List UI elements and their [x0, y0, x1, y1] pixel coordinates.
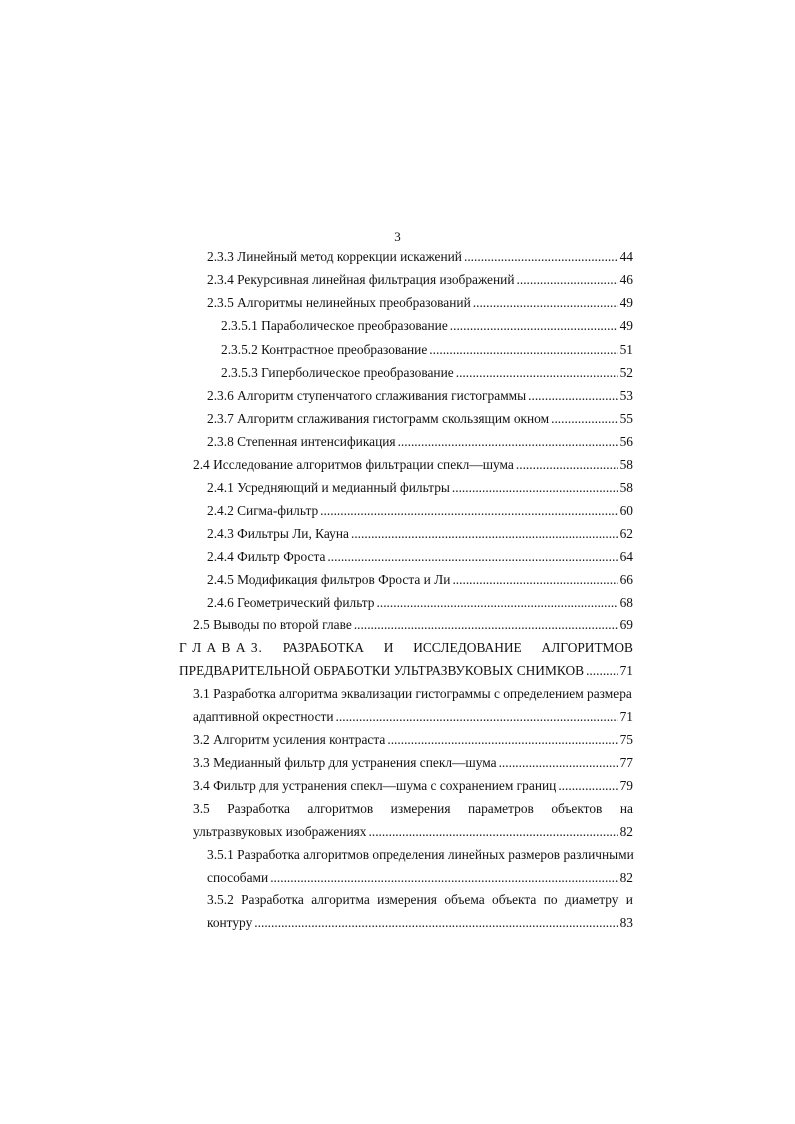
toc-entry-label: 2.5 Выводы по второй главе — [193, 617, 352, 632]
toc-entry-page: 51 — [619, 342, 633, 357]
toc-entry-page: 58 — [619, 457, 633, 472]
chapter3-heading-line2[interactable] — [179, 661, 633, 681]
toc-entry[interactable] — [193, 822, 633, 842]
toc-entry[interactable] — [207, 386, 633, 406]
section352-word: объема — [444, 892, 485, 907]
toc-entry-label: 2.4.1 Усредняющий и медианный фильтры — [207, 480, 450, 495]
toc-entry-page: 82 — [619, 824, 633, 839]
toc-entry[interactable] — [221, 363, 633, 383]
toc-entry-label: 3.2 Алгоритм усиления контраста — [193, 732, 386, 747]
chapter3-word: ИССЛЕДОВАНИЕ — [413, 640, 522, 655]
toc-entry-label: 2.3.8 Степенная интенсификация — [207, 434, 396, 449]
toc-entry[interactable] — [207, 524, 633, 544]
toc-entry-page: 71 — [619, 709, 633, 724]
toc-entry-page: 55 — [619, 411, 633, 426]
section35-word: на — [619, 801, 633, 816]
toc-entry[interactable] — [193, 730, 633, 750]
toc-entry[interactable] — [193, 707, 633, 727]
toc-entry-label: адаптивной окрестности — [193, 709, 334, 724]
toc-entry-page: 62 — [619, 526, 633, 541]
toc-entry[interactable] — [221, 340, 633, 360]
section35-word: Разработка — [227, 801, 290, 816]
toc-entry-label: 3.4 Фильтр для устранения спекл—шума с сохранением границ — [193, 778, 557, 793]
chapter3-word: Г Л А В А 3. — [179, 640, 263, 655]
toc-entry-label: 2.4.2 Сигма-фильтр — [207, 503, 319, 518]
toc-entry-label: ультразвуковых изображениях — [193, 824, 367, 839]
toc-entry[interactable] — [207, 570, 633, 590]
toc-entry-page: 83 — [619, 915, 633, 930]
toc-entry[interactable] — [193, 776, 633, 796]
toc-entry[interactable] — [193, 455, 633, 475]
toc-entry-label: 2.3.5.3 Гиперболическое преобразование — [221, 365, 454, 380]
toc-entry[interactable] — [193, 753, 633, 773]
chapter3-word: РАЗРАБОТКА — [282, 640, 364, 655]
toc-entry[interactable] — [207, 478, 633, 498]
toc-entry-label: 2.3.5.1 Параболическое преобразование — [221, 318, 448, 333]
section35-word: объектов — [551, 801, 603, 816]
toc-entry-label: 2.3.6 Алгоритм ступенчатого сглаживания гистограммы — [207, 388, 527, 403]
section35-line1[interactable] — [193, 799, 633, 819]
toc-entry-page: 66 — [619, 572, 633, 587]
toc-entry-label: ПРЕДВАРИТЕЛЬНОЙ ОБРАБОТКИ УЛЬТРАЗВУКОВЫХ СНИМКОВ — [179, 663, 585, 678]
toc-entry-label: 2.4.3 Фильтры Ли, Кауна — [207, 526, 349, 541]
chapter3-word: И — [383, 640, 394, 655]
toc-entry-label: контуру — [207, 915, 253, 930]
toc-entry-page: 82 — [619, 870, 633, 885]
toc-entry-page: 53 — [619, 388, 633, 403]
toc-entry-label: 2.3.4 Рекурсивная линейная фильтрация изображений — [207, 272, 515, 287]
toc-entry-label: 2.4.4 Фильтр Фроста — [207, 549, 326, 564]
toc-entry-label: 2.3.3 Линейный метод коррекции искажений — [207, 249, 462, 264]
toc-entry-page: 64 — [619, 549, 633, 564]
section352-word: объекта — [492, 892, 537, 907]
toc-entry-page: 68 — [619, 595, 633, 610]
toc-entry-page: 44 — [619, 249, 633, 264]
section352-word: Разработка — [241, 892, 304, 907]
toc-entry-page: 49 — [619, 318, 633, 333]
section352-word: диаметру — [564, 892, 619, 907]
section31-line1[interactable]: 3.1 Разработка алгоритма эквализации гистограммы с определением размера — [193, 686, 632, 701]
toc-entry[interactable] — [207, 293, 633, 313]
section35-word: алгоритмов — [307, 801, 374, 816]
toc-entry-page: 52 — [619, 365, 633, 380]
toc-entry[interactable] — [207, 501, 633, 521]
toc-entry[interactable] — [207, 247, 633, 267]
toc-entry[interactable] — [221, 316, 633, 336]
chapter3-heading-line1[interactable] — [179, 638, 633, 658]
toc-entry[interactable] — [193, 615, 633, 635]
section35-word: 3.5 — [193, 801, 210, 816]
toc-entry[interactable] — [207, 409, 633, 429]
toc-entry-page: 58 — [619, 480, 633, 495]
section352-word: и — [625, 892, 633, 907]
section352-word: алгоритма — [311, 892, 370, 907]
section352-word: по — [543, 892, 558, 907]
toc-entry[interactable] — [207, 593, 633, 613]
toc-entry-label: 2.4.5 Модификация фильтров Фроста и Ли — [207, 572, 451, 587]
page-number: 3 — [394, 229, 401, 244]
chapter3-word: АЛГОРИТМОВ — [541, 640, 633, 655]
toc-entry-page: 49 — [619, 295, 633, 310]
section352-word: 3.5.2 — [207, 892, 234, 907]
toc-entry-page: 69 — [619, 617, 633, 632]
toc-entry-label: 2.4 Исследование алгоритмов фильтрации спекл—шума — [193, 457, 514, 472]
toc-entry[interactable] — [207, 547, 633, 567]
section35-word: параметров — [467, 801, 534, 816]
toc-entry[interactable] — [207, 270, 633, 290]
section351-line1[interactable]: 3.5.1 Разработка алгоритмов определения линейных размеров различными — [207, 847, 634, 862]
toc-entry[interactable] — [207, 432, 633, 452]
toc-entry-page: 56 — [619, 434, 633, 449]
toc-entry-page: 79 — [619, 778, 633, 793]
section352-line1[interactable] — [207, 890, 633, 910]
toc-entry-label: 2.4.6 Геометрический фильтр — [207, 595, 375, 610]
toc-entry-label: 3.3 Медианный фильтр для устранения спекл—шума — [193, 755, 497, 770]
toc-entry-label: 2.3.5 Алгоритмы нелинейных преобразований — [207, 295, 471, 310]
toc-entry-page: 71 — [619, 663, 633, 678]
toc-entry-page: 60 — [619, 503, 633, 518]
toc-entry-page: 75 — [619, 732, 633, 747]
toc-entry-label: способами — [207, 870, 269, 885]
toc-entry-label: 2.3.7 Алгоритм сглаживания гистограмм скользящим окном — [207, 411, 550, 426]
toc-entry-label: 2.3.5.2 Контрастное преобразование — [221, 342, 428, 357]
toc-entry-page: 46 — [619, 272, 633, 287]
toc-entry[interactable] — [207, 913, 633, 933]
toc-entry-page: 77 — [619, 755, 633, 770]
section35-word: измерения — [390, 801, 451, 816]
toc-entry[interactable] — [207, 868, 633, 888]
section352-word: измерения — [377, 892, 437, 907]
